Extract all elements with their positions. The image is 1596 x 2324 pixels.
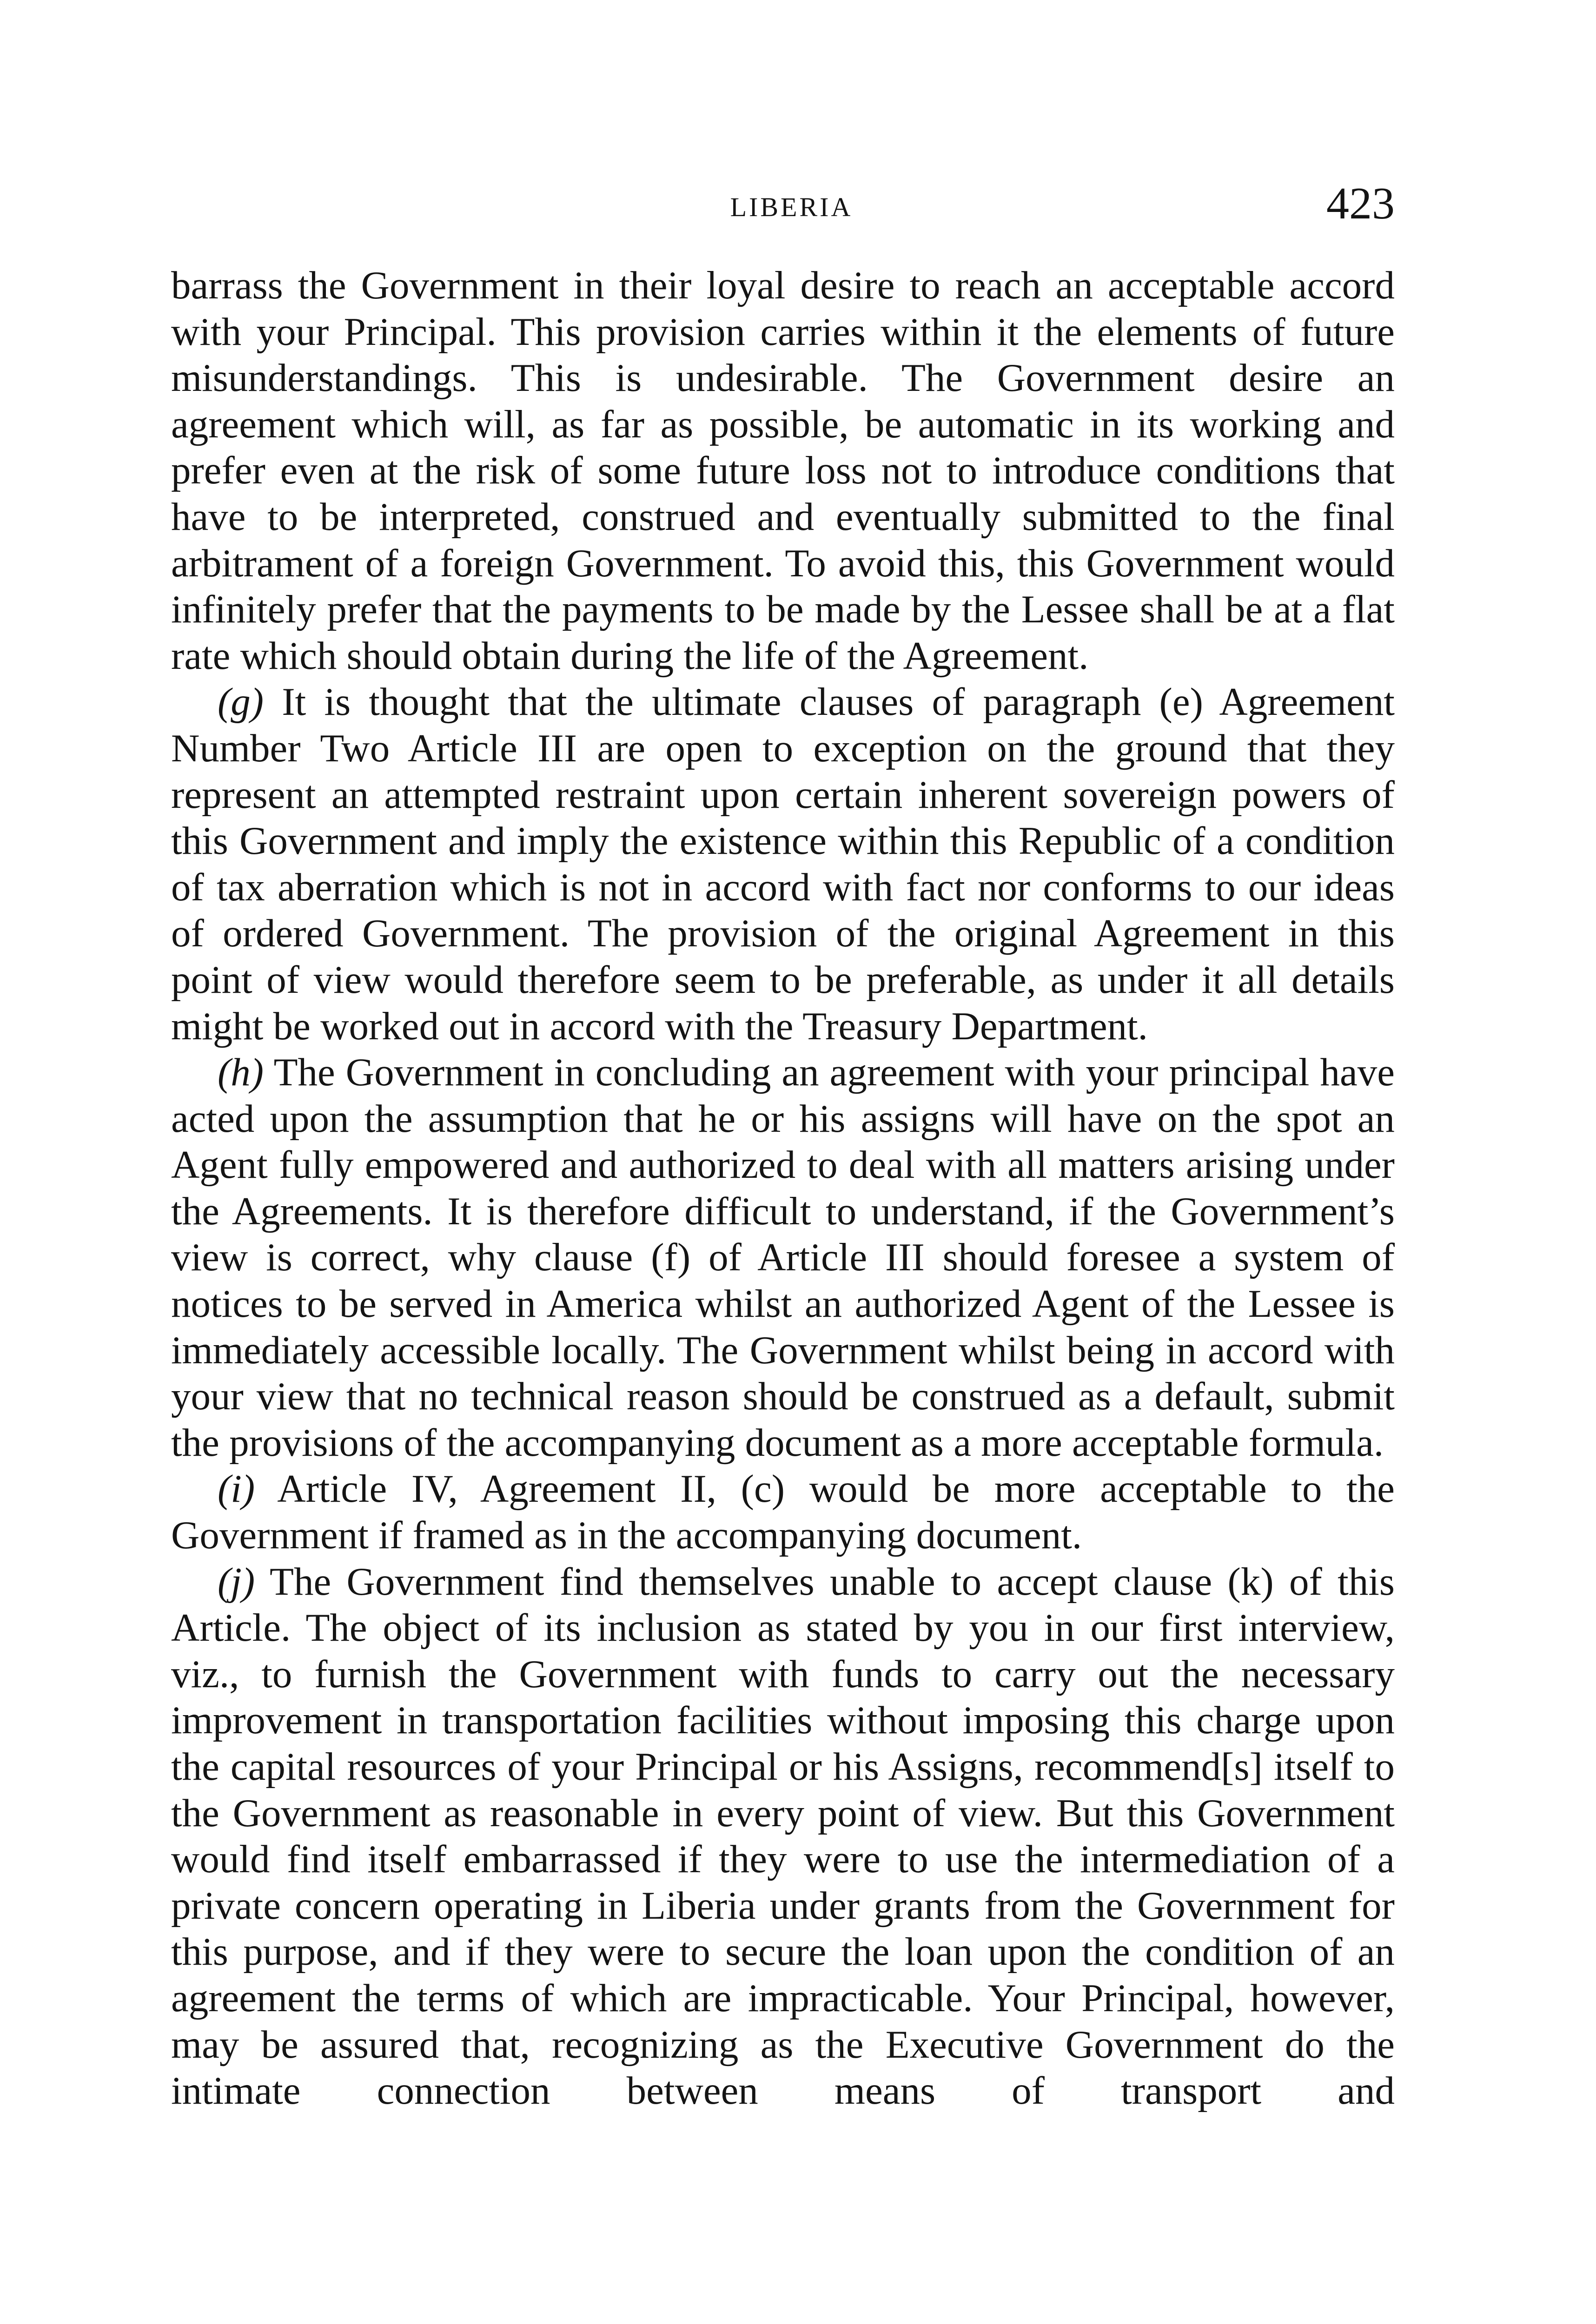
paragraph-j [171,1559,1395,2114]
paragraph-i [171,1466,1395,1558]
paragraph-text: Article IV, Agreement II, (c) would be more acceptable to the Government if framed as in the accompanying document. [171,1467,1395,1558]
paragraph-text: The Government find themselves unable to accept clause (k) of this Article. The object of its inclusion as stated by you in our first interview, viz., to furnish the Government with funds to carry out the necessary improvement in transportation facilities without imposing this charge upon the capital resources of your Principal or his Assigns, recommend[s] itself to the Government as reasonable in every point of view. But this Government would find itself embarrassed if they were to use the intermediation of a private concern operating in Liberia under grants from the Government for this purpose, and if they were to secure the loan upon the condition of an agreement the terms of which are impracticable. Your Principal, however, may be assured that, recognizing as the Executive Government do the intimate connection between means of transport and [171,1559,1395,2113]
running-header [188,178,1395,252]
paragraph-mark-h: (h) [218,1050,264,1095]
paragraph-continuation [171,263,1395,679]
paragraph-mark-g: (g) [218,680,264,724]
page-number: 423 [1326,178,1395,229]
paragraph-h [171,1050,1395,1466]
paragraph-mark-j: (j) [218,1559,255,1604]
paragraph-text: It is thought that the ultimate clauses of paragraph (e) Agreement Number Two Article III are open to exception on the ground that they represent an attempted restraint upon certain inherent sovereign powers of this Government and imply the existence within this Republic of a condition of tax aberration which is not in accord with fact nor conforms to our ideas of ordered Government. The provision of the original Agreement in this point of view would therefore seem to be preferable, as under it all details might be worked out in accord with the Treasury Department. [171,680,1395,1048]
running-title: LIBERIA [730,192,853,222]
paragraph-g [171,679,1395,1050]
paragraph-text: barrass the Government in their loyal desire to reach an acceptable accord with your Principal. This provision carries within it the elements of future misunderstandings. This is undesirable. The Government desire an agreement which will, as far as possible, be automatic in its working and prefer even at the risk of some future loss not to introduce conditions that have to be interpreted, construed and eventually submitted to the final arbitrament of a foreign Government. To avoid this, this Government would infinitely prefer that the payments to be made by the Lessee shall be at a flat rate which should obtain during the life of the Agreement. [171,264,1395,678]
paragraph-text: The Government in concluding an agreement with your principal have acted upon the assumption that he or his assigns will have on the spot an Agent fully empowered and authorized to deal with all matters arising under the Agreements. It is therefore difficult to understand, if the Government’s view is correct, why clause (f) of Article III should foresee a system of notices to be served in America whilst an authorized Agent of the Lessee is immediately accessible locally. The Government whilst being in accord with your view that no technical reason should be construed as a default, submit the provisions of the accompanying document as a more acceptable formula. [171,1050,1395,1465]
body-text [171,263,1395,2114]
paragraph-mark-i: (i) [218,1467,255,1511]
